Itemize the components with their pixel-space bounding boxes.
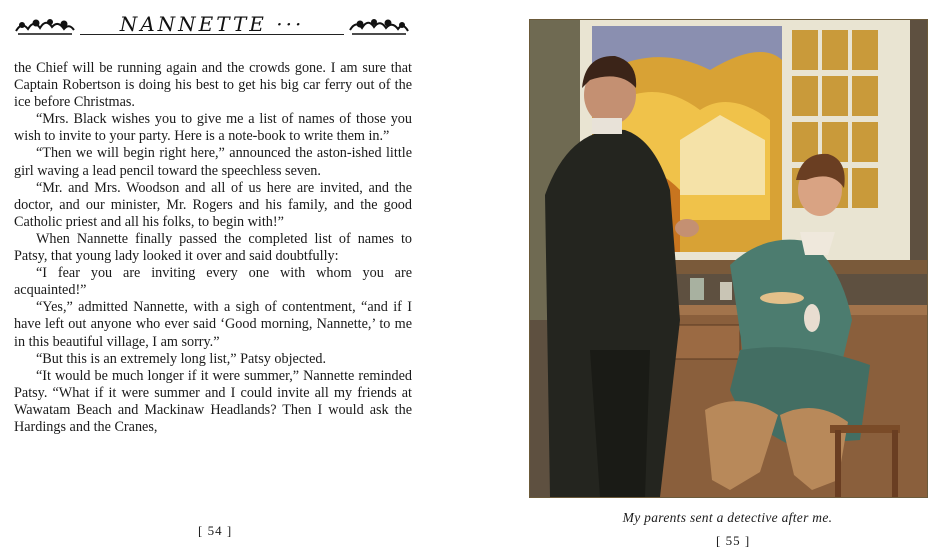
floral-ornament-left-icon: [14, 15, 76, 37]
floral-ornament-right-icon: [348, 15, 410, 37]
illustration-man-and-girl-by-window: [530, 20, 927, 497]
illustration-plate: [529, 19, 928, 498]
running-header: [14, 12, 410, 40]
paragraph: “It would be much longer if it were summer,” Nannette reminded Patsy. “What if it were summer and I could invite all my friends at Wawatam Beach and Mackinaw Headlands? Then I would ask the Hardings and the Cranes,: [14, 367, 412, 435]
header-rule: [76, 13, 348, 39]
paragraph: “Mrs. Black wishes you to give me a list of names of those you wish to invite to your party. Here is a note-book to write them in.”: [14, 111, 412, 145]
paragraph: “Yes,” admitted Nannette, with a sigh of contentment, “and if I have left out anyone who ever said ‘Good morning, Nannette,’ to me in this beautiful village, I am sorry.”: [14, 299, 412, 350]
illustration-caption: My parents sent a detective after me.: [622, 510, 833, 525]
paragraph: the Chief will be running again and the crowds gone. I am sure that Captain Robertson is doing his best to get his big car ferry out of the ice before Christmas.: [14, 60, 412, 111]
page-number-left: [ 54 ]: [198, 523, 233, 538]
paragraph: “Mr. and Mrs. Woodson and all of us here are invited, and the doctor, and our minister, Mr. Rogers and his family, and the good Catholic priest and all his folks, to begin with!”: [14, 179, 412, 230]
page-number-right: [ 55 ]: [716, 533, 751, 548]
paragraph: “Then we will begin right here,” announced the aston-ished little girl waving a lead pencil toward the speechless seven.: [14, 145, 412, 179]
paragraph: “But this is an extremely long list,” Patsy objected.: [36, 350, 327, 367]
body-text: [14, 60, 412, 436]
right-page: [470, 0, 935, 557]
paragraph: “I fear you are inviting every one with whom you are acquainted!”: [14, 265, 412, 299]
paragraph: When Nannette finally passed the completed list of names to Patsy, that young lady looked it over and said doubtfully:: [14, 230, 412, 265]
running-title: NANNETTE ···: [119, 12, 305, 36]
